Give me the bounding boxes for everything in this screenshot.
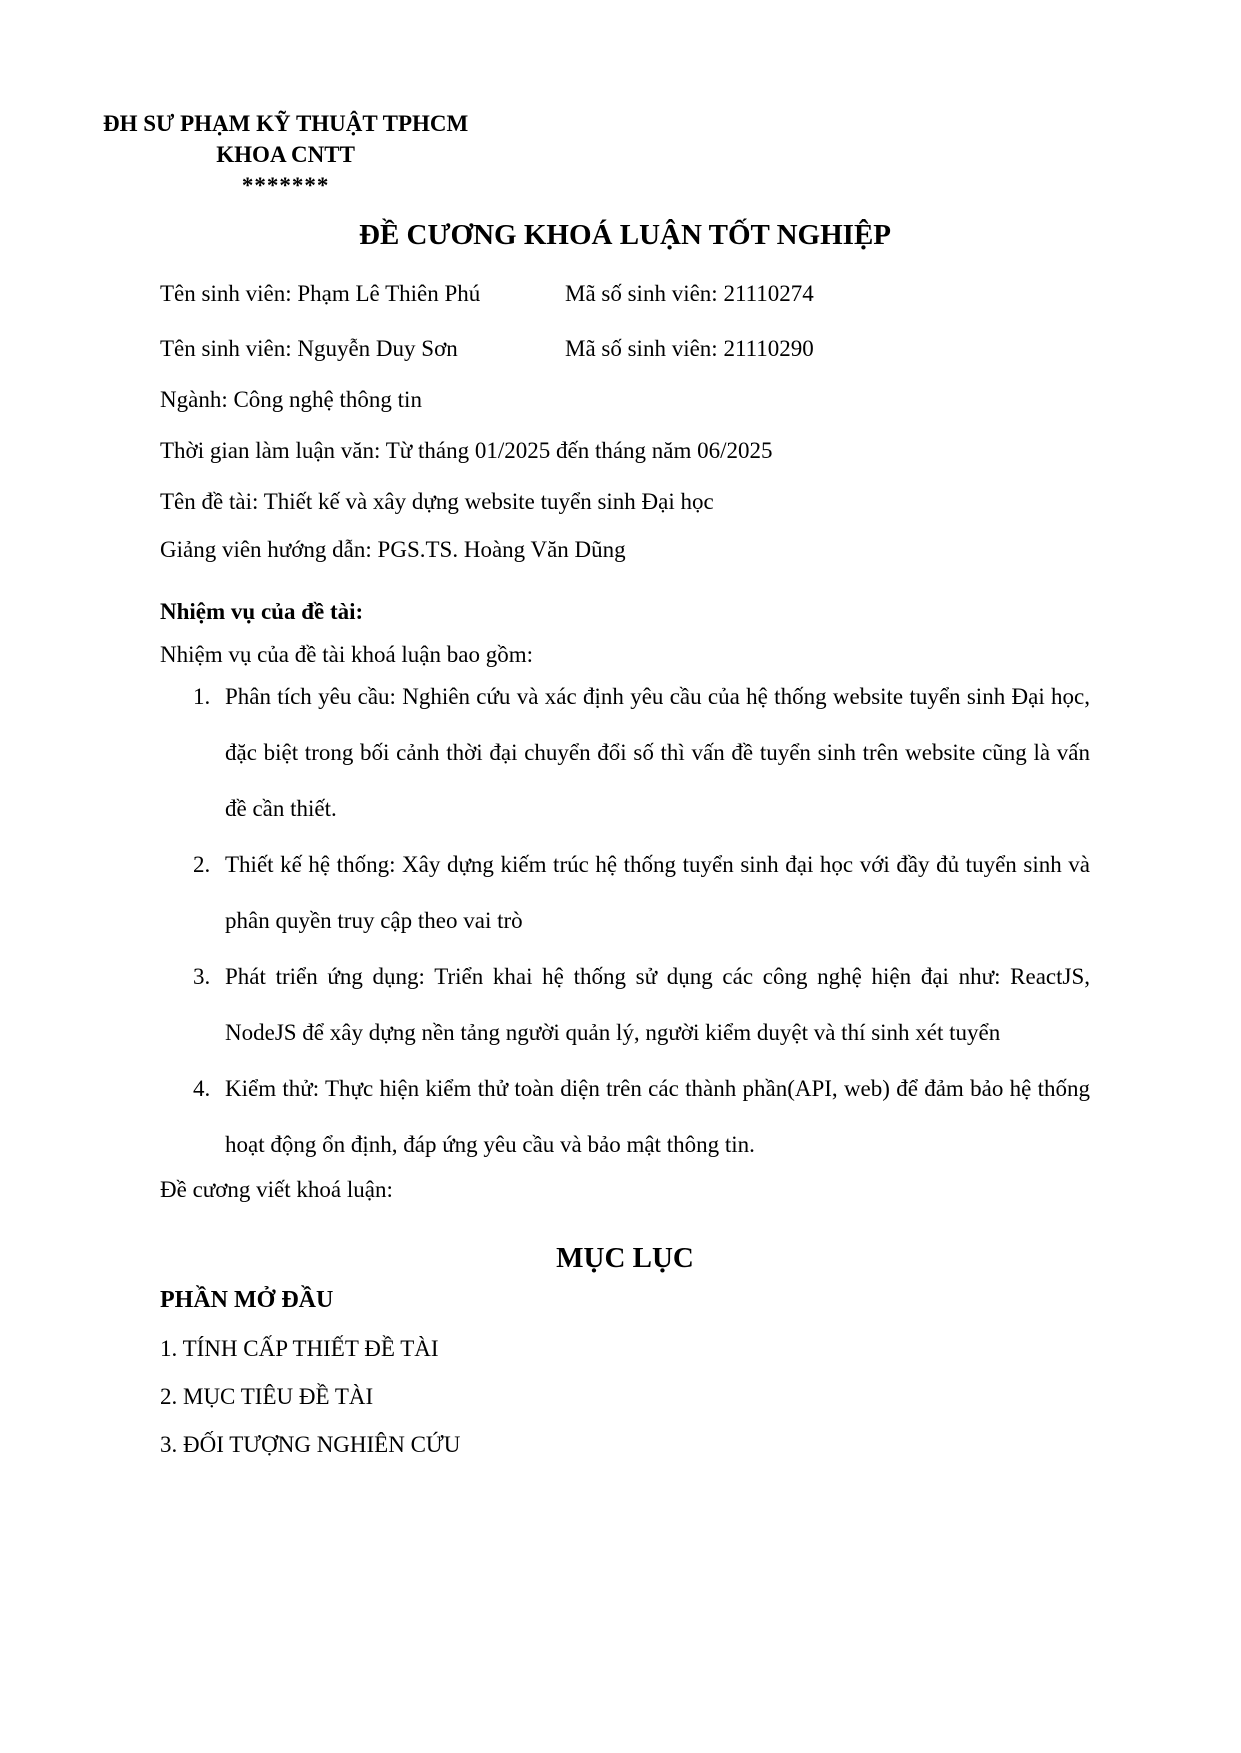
field-label: Ngành:	[160, 387, 228, 412]
task-text: Phát triển ứng dụng: Triển khai hệ thống sử dụng các công nghệ hiện đại như: ReactJS, NodeJS để xây dựng nền tảng người quản lý, người kiểm duyệt và thí sinh xét tuyển	[225, 964, 1090, 1045]
toc-title: MỤC LỤC	[556, 1242, 694, 1274]
task-item	[160, 1061, 1090, 1173]
task-item	[160, 837, 1090, 949]
task-number: 1.	[193, 684, 211, 709]
student-id-label: Mã số sinh viên:	[565, 336, 718, 361]
toc-section-heading: PHẦN MỞ ĐẦU	[160, 1287, 334, 1313]
field-label: Giảng viên hướng dẫn:	[160, 537, 372, 562]
field-value: Từ tháng 01/2025 đến tháng năm 06/2025	[385, 438, 773, 463]
task-text: Phân tích yêu cầu: Nghiên cứu và xác định yêu cầu của hệ thống website tuyển sinh Đại học, đặc biệt trong bối cảnh thời đại chuyển đổi số thì vấn đề tuyển sinh trên website cũng là vấn đề cần thiết.	[225, 684, 1090, 821]
task-item	[160, 949, 1090, 1061]
task-text: Thiết kế hệ thống: Xây dựng kiếm trúc hệ thống tuyển sinh đại học với đầy đủ tuyển sinh và phân quyền truy cập theo vai trò	[225, 852, 1090, 933]
field-label: Thời gian làm luận văn:	[160, 438, 381, 463]
task-number: 3.	[193, 964, 211, 989]
toc-item: 2. MỤC TIÊU ĐỀ TÀI	[160, 1384, 374, 1409]
student-name-cell	[160, 280, 565, 308]
task-number: 2.	[193, 852, 211, 877]
tasks-intro: Nhiệm vụ của đề tài khoá luận bao gồm:	[160, 642, 534, 667]
student-name-label: Tên sinh viên:	[160, 281, 292, 306]
separator-stars: *******	[241, 173, 330, 198]
toc-item: 1. TÍNH CẤP THIẾT ĐỀ TÀI	[160, 1336, 439, 1361]
field-duration	[160, 437, 1090, 465]
toc-item: 3. ĐỐI TƯỢNG NGHIÊN CỨU	[160, 1432, 461, 1457]
student-row	[160, 280, 1090, 308]
field-label: Tên đề tài:	[160, 489, 259, 514]
task-number: 4.	[193, 1076, 211, 1101]
field-topic	[160, 488, 1090, 516]
student-id-label: Mã số sinh viên:	[565, 281, 718, 306]
org-header	[103, 108, 468, 201]
field-value: Công nghệ thông tin	[233, 387, 422, 412]
document-title: ĐỀ CƯƠNG KHOÁ LUẬN TỐT NGHIỆP	[359, 219, 891, 251]
student-id-cell	[565, 335, 814, 363]
outline-lead: Đề cương viết khoá luận:	[160, 1177, 393, 1202]
field-value: Thiết kế và xây dựng website tuyển sinh Đại học	[263, 489, 714, 514]
task-item	[160, 669, 1090, 837]
student-name-value: Nguyễn Duy Sơn	[297, 336, 458, 361]
tasks-heading: Nhiệm vụ của đề tài:	[160, 599, 364, 624]
student-name-cell	[160, 335, 565, 363]
field-advisor	[160, 536, 1090, 564]
task-text: Kiểm thử: Thực hiện kiểm thử toàn diện trên các thành phần(API, web) để đảm bảo hệ thống hoạt động ổn định, đáp ứng yêu cầu và bảo mật thông tin.	[225, 1076, 1090, 1157]
student-name-label: Tên sinh viên:	[160, 336, 292, 361]
student-id-value: 21110274	[723, 281, 814, 306]
student-row	[160, 335, 1090, 363]
field-value: PGS.TS. Hoàng Văn Dũng	[377, 537, 626, 562]
tasks-list	[160, 669, 1090, 1173]
student-id-cell	[565, 280, 814, 308]
faculty-name: KHOA CNTT	[216, 142, 355, 167]
university-name: ĐH SƯ PHẠM KỸ THUẬT TPHCM	[103, 111, 469, 136]
field-major	[160, 386, 1090, 414]
student-name-value: Phạm Lê Thiên Phú	[297, 281, 481, 306]
student-id-value: 21110290	[723, 336, 814, 361]
